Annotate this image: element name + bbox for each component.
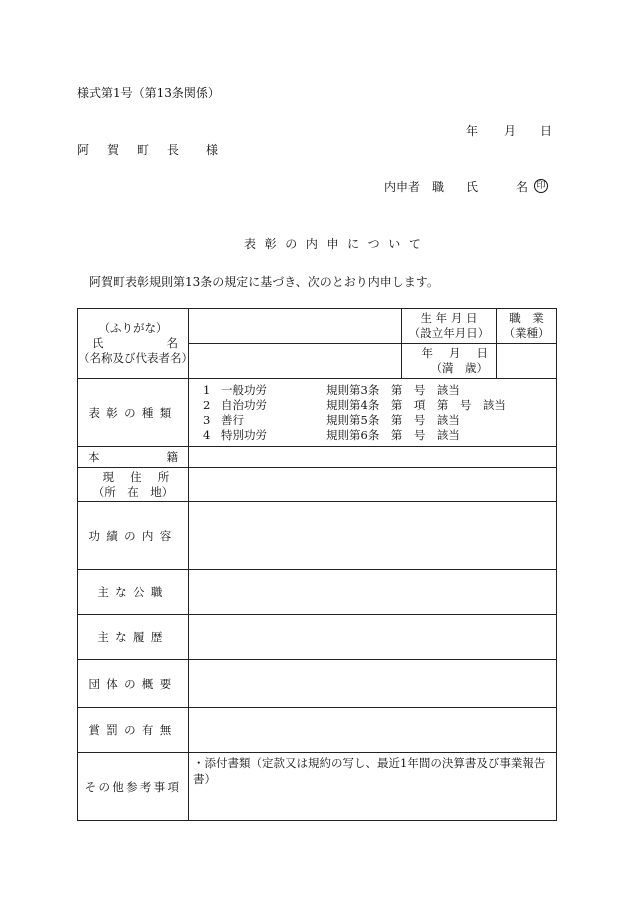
date-day: 日 [540,124,553,138]
honseki-label-b: 籍 [166,450,178,464]
birth-date-field[interactable] [402,344,497,379]
address-label-cell [78,468,189,502]
group-label: 団体の概要 [78,660,189,708]
address-label: 現 住 所 [102,469,172,484]
name-label-cell [78,309,193,379]
address-note: （所 在 地） [92,484,174,499]
addressee-suffix: 様 [206,143,219,157]
career-field[interactable] [189,615,557,660]
merit-field[interactable] [189,502,557,570]
addressee: 阿 賀 町 長 [77,143,183,157]
job-label: 職 業 [509,311,544,325]
name-note: （名称及び代表者名） [78,351,193,365]
job-field[interactable] [497,344,557,379]
award-kind-4[interactable]: 4 特別功労 規則第6条 第 号 該当 [203,427,460,442]
public-office-label: 主な公職 [78,570,189,615]
reward-label: 賞罰の有無 [78,708,189,753]
applicant-label: 内申者 [384,180,421,194]
award-kind-2[interactable]: 2 自治功労 規則第4条 第 項 第 号 該当 [203,397,506,412]
applicant-name-b: 名 [516,180,529,194]
group-field[interactable] [189,660,557,708]
birth-month: 月 [449,346,461,360]
name-label-b: 名 [166,336,178,350]
birth-year: 年 [421,346,433,360]
merit-label: 功績の内容 [78,502,189,570]
attachment-note: ・添付書類（定款又は規約の写し、最近1年間の決算書及び事業報告書） [193,756,546,786]
honseki-field[interactable] [189,447,557,468]
document-title: 表 彰 の 内 申 に つ い て [244,237,424,251]
seal-icon: 印 [534,179,548,193]
name-field[interactable] [189,344,402,379]
birth-day: 日 [476,346,488,360]
form-number: 様式第1号（第13条関係） [77,86,220,100]
award-kind-1[interactable]: 1 一般功労 規則第3条 第 号 該当 [203,382,460,397]
birth-label-cell [402,309,497,344]
furigana-field[interactable] [189,309,402,344]
furigana-label: （ふりがな） [98,321,168,335]
seal-mark [532,178,548,193]
date-month: 月 [504,124,517,138]
honseki-label-a: 本 [88,450,100,464]
date-year: 年 [466,124,479,138]
award-kind-3[interactable]: 3 善行 規則第5条 第 号 該当 [203,412,460,427]
other-label: その他参考事項 [78,753,189,821]
career-label: 主な履歴 [78,615,189,660]
job-label-cell [497,309,557,344]
job-note: （業種） [503,326,550,340]
award-kind-list [189,379,557,447]
address-field[interactable] [189,468,557,502]
applicant-name-a: 氏 [466,180,479,194]
birth-note: （設立年月日） [408,326,490,340]
reward-field[interactable] [189,708,557,753]
birth-label: 生 年 月 日 [420,311,478,325]
public-office-field[interactable] [189,570,557,615]
age: （満 歳） [430,361,488,375]
name-label-a: 氏 [92,336,104,350]
honseki-label-cell [78,447,189,468]
award-kind-label: 表彰の種類 [78,379,189,447]
applicant-post: 職 [432,180,445,194]
intro-text: 阿賀町表彰規則第13条の規定に基づき、次のとおり内申します。 [89,275,439,289]
application-form-table [77,308,557,821]
other-field[interactable] [189,753,557,821]
